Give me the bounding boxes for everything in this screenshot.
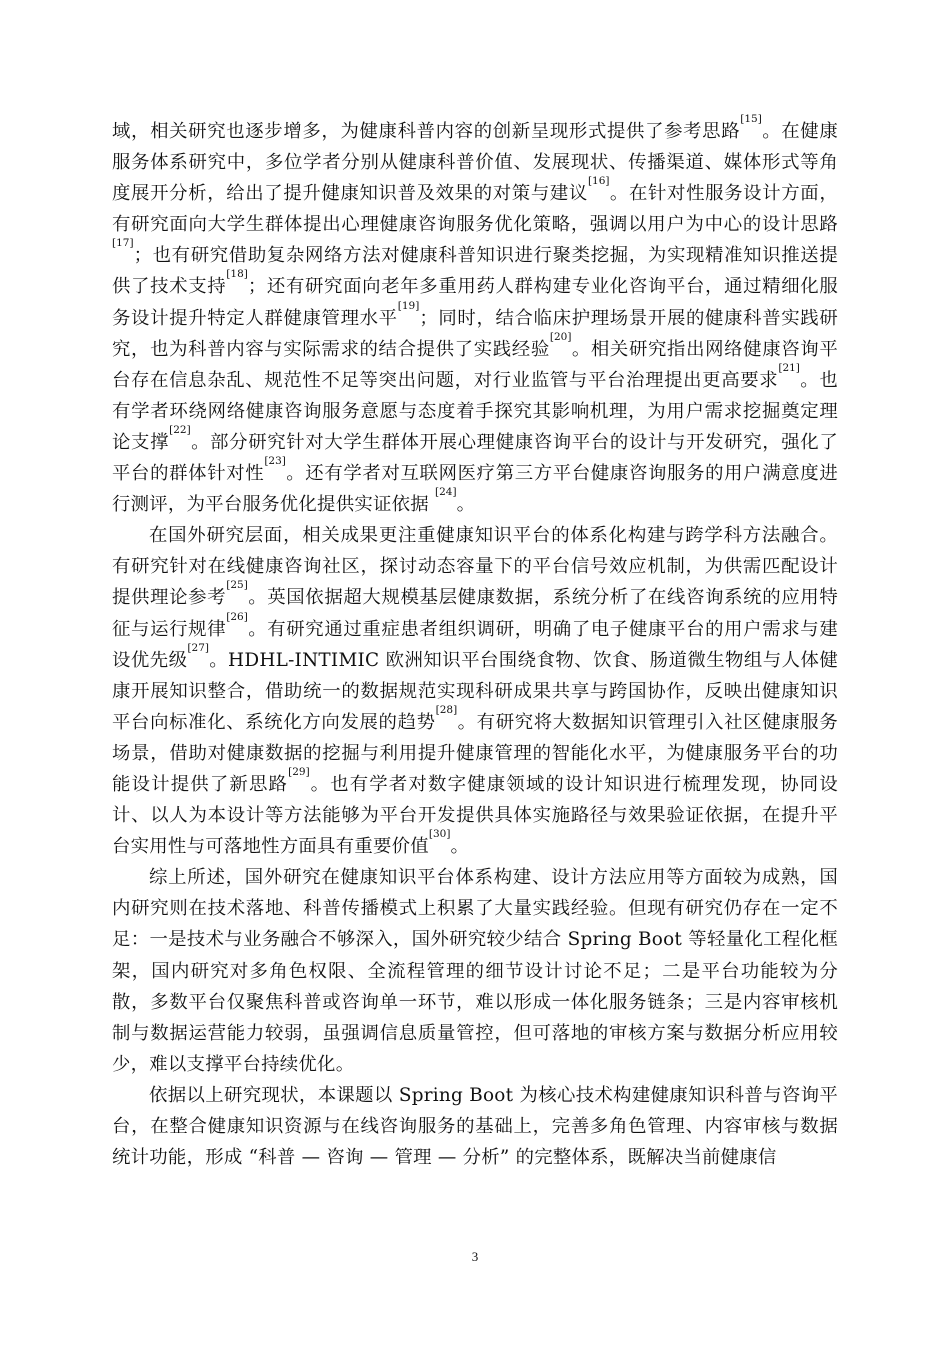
text-run: 。在健康服务体系研究中，多位学者分别从健康科普价值、发展现状、传播渠道、媒体形式等角度展开分析，给出了提升健康知识普及效果的对策与建议 xyxy=(112,121,838,205)
paragraph-4 xyxy=(112,1080,838,1173)
citation-marker: [16] xyxy=(587,175,610,188)
text-run: 。还有学者对互联网医疗第三方平台健康咨询服务的用户满意度进行测评，为平台服务优化提供实证依据 xyxy=(112,463,838,516)
citation-marker: [28] xyxy=(435,703,458,716)
text-run: 。HDHL-INTIMIC 欧洲知识平台围绕食物、饮食、肠道微生物组与人体健康开展知识整合，借助统一的数据规范实现科研成果共享与跨国协作，反映出健康知识平台向标准化、系统化方向发展的趋势 xyxy=(112,649,838,733)
text-run: ；也有研究借助复杂网络方法对健康科普知识进行聚类挖掘，为实现精准知识推送提供了技术支持 xyxy=(112,245,838,298)
text-run: 域，相关研究也逐步增多，为健康科普内容的创新呈现形式提供了参考思路 xyxy=(112,121,741,142)
paragraph-3 xyxy=(112,862,838,1080)
text-run: 。部分研究针对大学生群体开展心理健康咨询平台的设计与开发研究，强化了平台的群体针对性 xyxy=(112,431,838,485)
citation-marker: [17] xyxy=(112,237,134,250)
text-run: 。也有学者对数字健康领域的设计知识进行梳理发现，协同设计、以人为本设计等方法能够为平台开发提供具体实施路径与效果验证依据，在提升平台实用性与可落地性方面具有重要价值 xyxy=(112,773,838,858)
citation-marker: [30] xyxy=(428,828,451,841)
text-run: 综上所述，国外研究在健康知识平台体系构建、设计方法应用等方面较为成熟，国内研究则在技术落地、科普传播模式上积累了大量实践经验。但现有研究仍存在一定不足：一是技术与业务融合不够深入，国外研究较少结合 Spring Boot 等轻量化工程化框架，国内研究对多角色权限、全流程管理的细节设计讨论不足；二是平台功能较为分散，多数平台仅聚焦科普或咨询单一环节，难以形成一体化服务链条；三是内容审核机制与数据运营能力较弱，虽强调信息质量管控，但可落地的审核方案与数据分析应用较少，难以支撑平台持续优化。 xyxy=(112,867,838,1075)
citation-marker: [18] xyxy=(226,268,248,281)
text-run: ；同时，结合临床护理场景开展的健康科普实践研究，也为科普内容与实际需求的结合提供了实践经验 xyxy=(112,307,838,360)
citation-marker: [21] xyxy=(778,361,800,374)
citation-marker: [24] xyxy=(435,486,457,499)
citation-marker: [23] xyxy=(264,455,286,468)
text-run: 。 xyxy=(456,494,476,516)
citation-marker: [22] xyxy=(169,423,191,436)
citation-marker: [20] xyxy=(549,330,572,343)
text-run: 。有研究将大数据知识管理引入社区健康服务场景，借助对健康数据的挖掘与利用提升健康管理的智能化水平，为健康服务平台的功能设计提供了新思路 xyxy=(112,711,838,795)
citation-marker: [15] xyxy=(740,113,762,125)
text-run: 。英国依据超大规模基层健康数据，系统分析了在线咨询系统的应用特征与运行规律 xyxy=(112,587,838,640)
paragraph-1 xyxy=(112,113,838,520)
text-run: 在国外研究层面，相关成果更注重健康知识平台的体系化构建与跨学科方法融合。有研究针对在线健康咨询社区，探讨动态容量下的平台信号效应机制，为供需匹配设计提供理论参考 xyxy=(112,525,838,609)
citation-marker: [27] xyxy=(187,641,209,654)
page-number: 3 xyxy=(471,1249,479,1264)
text-run: ；还有研究面向老年多重用药人群构建专业化咨询平台，通过精细化服务设计提升特定人群健康管理水平 xyxy=(112,276,838,329)
text-run: 依据以上研究现状，本课题以 Spring Boot 为核心技术构建健康知识科普与咨询平台，在整合健康知识资源与在线咨询服务的基础上，完善多角色管理、内容审核与数据统计功能，形成 “科普 — 咨询 — 管理 — 分析” 的完整体系，既解决当前健康信 xyxy=(112,1084,838,1169)
body-text xyxy=(112,113,838,1173)
citation-marker: [25] xyxy=(226,579,248,592)
text-run: 。也有学者环绕网络健康咨询服务意愿与态度着手探究其影响机理，为用户需求挖掘奠定理论支撑 xyxy=(112,369,838,453)
citation-marker: [26] xyxy=(226,610,248,623)
citation-marker: [19] xyxy=(397,299,420,312)
text-run: 。在针对性服务设计方面，有研究面向大学生群体提出心理健康咨询服务优化策略，强调以用户为中心的设计思路 xyxy=(112,183,838,236)
text-run: 。 xyxy=(450,836,470,858)
citation-marker: [29] xyxy=(288,765,310,778)
text-run: 。有研究通过重症患者组织调研，明确了电子健康平台的用户需求与建设优先级 xyxy=(112,618,838,671)
paragraph-2 xyxy=(112,520,838,862)
text-run: 。相关研究指出网络健康咨询平台存在信息杂乱、规范性不足等突出问题，对行业监管与平台治理提出更高要求 xyxy=(112,338,838,391)
